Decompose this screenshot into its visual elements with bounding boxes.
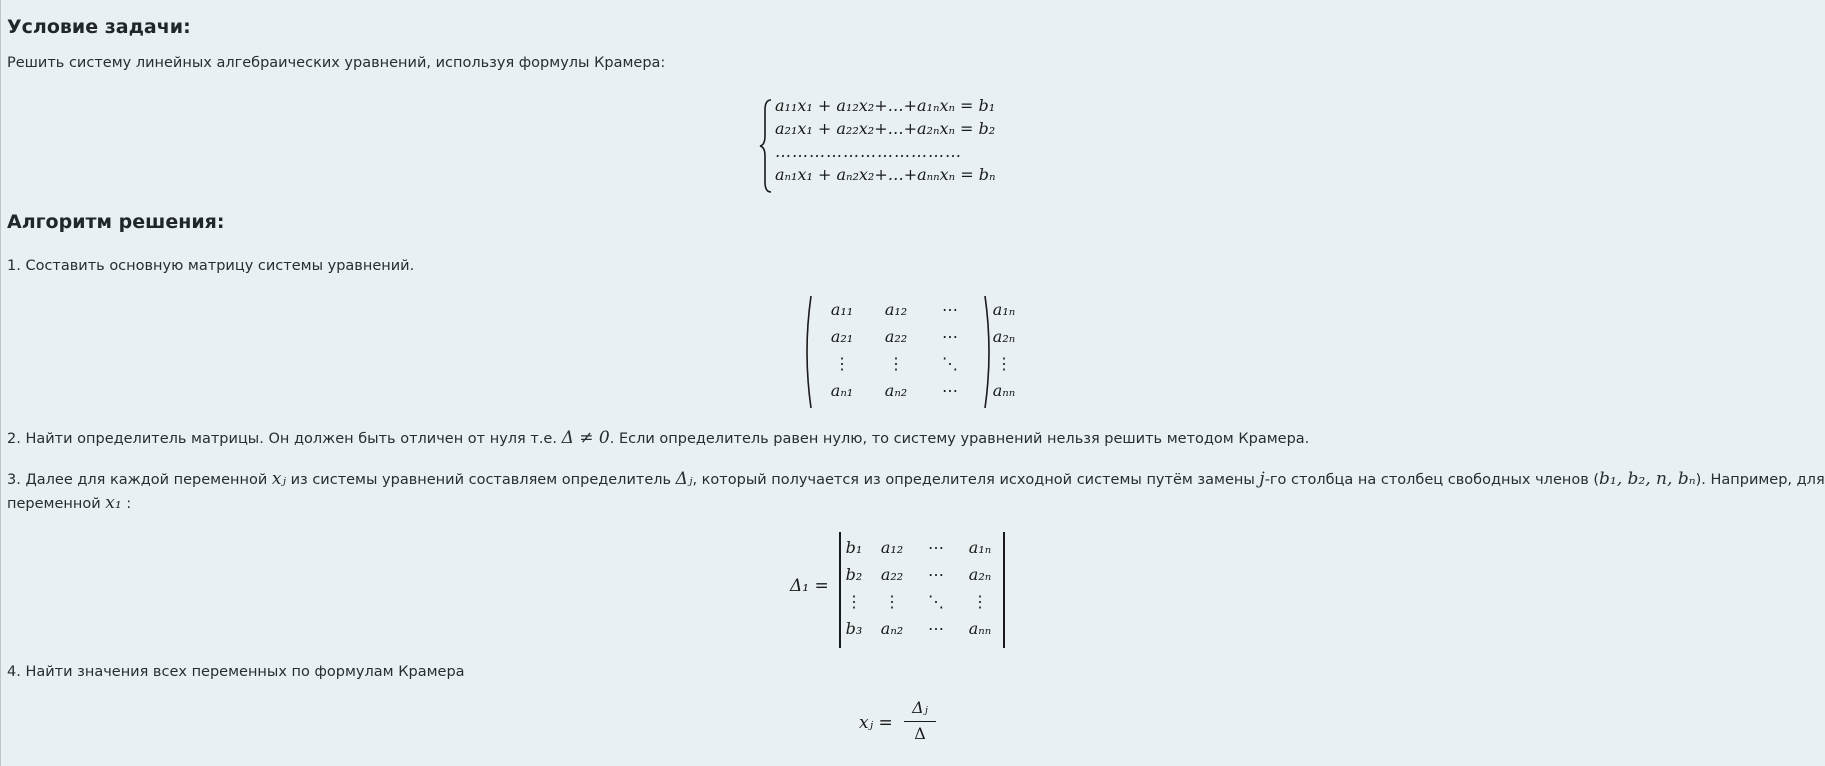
left-paren [801,294,813,410]
matrix-row [815,296,1031,323]
equation-row: …………………………… [775,142,962,161]
step-3-text: -го столбца на столбец свободных членов ( [1264,472,1600,488]
det-cell: b₃ [845,619,863,638]
det-cell: ⋮ [972,592,988,611]
fraction-bar [904,721,936,722]
delta-j: Δⱼ [675,469,693,489]
matrix-cell: a₂₂ [884,327,908,346]
matrix-cell: aₙ₁ [830,381,854,400]
matrix-cell: a₂ₙ [992,327,1016,346]
step-2-text: . Если определитель равен нулю, то систему уравнений нельзя решить методом Крамера. [609,431,1310,447]
cramer-formula-lhs: xⱼ = [859,713,893,733]
matrix-cell: ⋮ [996,354,1012,373]
equation-row: a₁₁x₁ + a₁₂x₂+…+a₁ₙxₙ = b₁ [775,96,996,115]
det-cell: ⋱ [928,592,944,611]
step-1: 1. Составить основную матрицу системы уравнений. [7,258,415,274]
main-matrix [801,294,1016,410]
left-brace [759,98,773,194]
matrix-row [815,323,1031,350]
det-cell: a₂ₙ [968,565,992,584]
det-row [839,534,1003,561]
matrix-cell: a₂₁ [830,327,854,346]
delta-neq-zero: Δ ≠ 0 [561,428,610,448]
matrix-cell: ⋯ [942,300,958,319]
det-cell: ⋯ [928,619,944,638]
det-row [839,615,1003,642]
delta-1-label: Δ₁ = [790,576,829,596]
matrix-cell: a₁ₙ [992,300,1016,319]
step-2 [7,428,1309,448]
det-cell: ⋮ [884,592,900,611]
det-cell: a₁₂ [880,538,904,557]
condition-title: Условие задачи: [7,16,191,38]
x-1: x₁ [105,493,122,513]
matrix-row [815,350,1031,377]
matrix-cell: ⋯ [942,327,958,346]
condition-text: Решить систему линейных алгебраических уравнений, используя формулы Крамера: [7,55,666,71]
matrix-cell: aₙ₂ [884,381,908,400]
step-3-text: ). Например, для [1695,472,1825,488]
det-cell: aₙₙ [968,619,992,638]
matrix-cell: ⋮ [888,354,904,373]
fraction-numerator: Δⱼ [912,698,928,717]
det-cell: b₂ [845,565,863,584]
equation-row: a₂₁x₁ + a₂₂x₂+…+a₂ₙxₙ = b₂ [775,119,996,138]
det-cell: a₁ₙ [968,538,992,557]
step-3 [7,469,1825,489]
det-cell: ⋯ [928,565,944,584]
step-3-line-2 [7,493,131,513]
det-bar-right [1003,532,1005,648]
fraction-denominator: Δ [914,724,926,743]
step-3-text: : [121,496,132,512]
x-j: xⱼ [271,469,286,489]
matrix-cell: ⋮ [834,354,850,373]
j-index: j [1259,469,1265,489]
matrix-cell: ⋱ [942,354,958,373]
step-3-text: 3. Далее для каждой переменной [7,472,272,488]
step-2-text: 2. Найти определитель матрицы. Он должен быть отличен от нуля т.е. [7,431,562,447]
det-row [839,561,1003,588]
det-cell: ⋮ [846,592,862,611]
page [1,0,1825,766]
step-3-text: переменной [7,496,106,512]
det-cell: a₂₂ [880,565,904,584]
matrix-cell: aₙₙ [992,381,1016,400]
step-3-text: , который получается из определителя исходной системы путём замены [692,472,1260,488]
matrix-cell: a₁₁ [830,300,854,319]
cramer-formula-fraction [904,698,936,743]
det-row [839,588,1003,615]
step-3-text: из системы уравнений составляем определитель [285,472,676,488]
free-terms: b₁, b₂, n, bₙ [1599,469,1696,489]
det-cell: b₁ [845,538,863,557]
det-cell: aₙ₂ [880,619,904,638]
equation-row: aₙ₁x₁ + aₙ₂x₂+…+aₙₙxₙ = bₙ [775,165,996,184]
det-cell: ⋯ [928,538,944,557]
matrix-row [815,377,1031,404]
matrix-cell: a₁₂ [884,300,908,319]
matrix-cell: ⋯ [942,381,958,400]
delta-1-determinant [839,532,1005,648]
step-4: 4. Найти значения всех переменных по формулам Крамера [7,664,465,680]
algorithm-title: Алгоритм решения: [7,211,225,233]
